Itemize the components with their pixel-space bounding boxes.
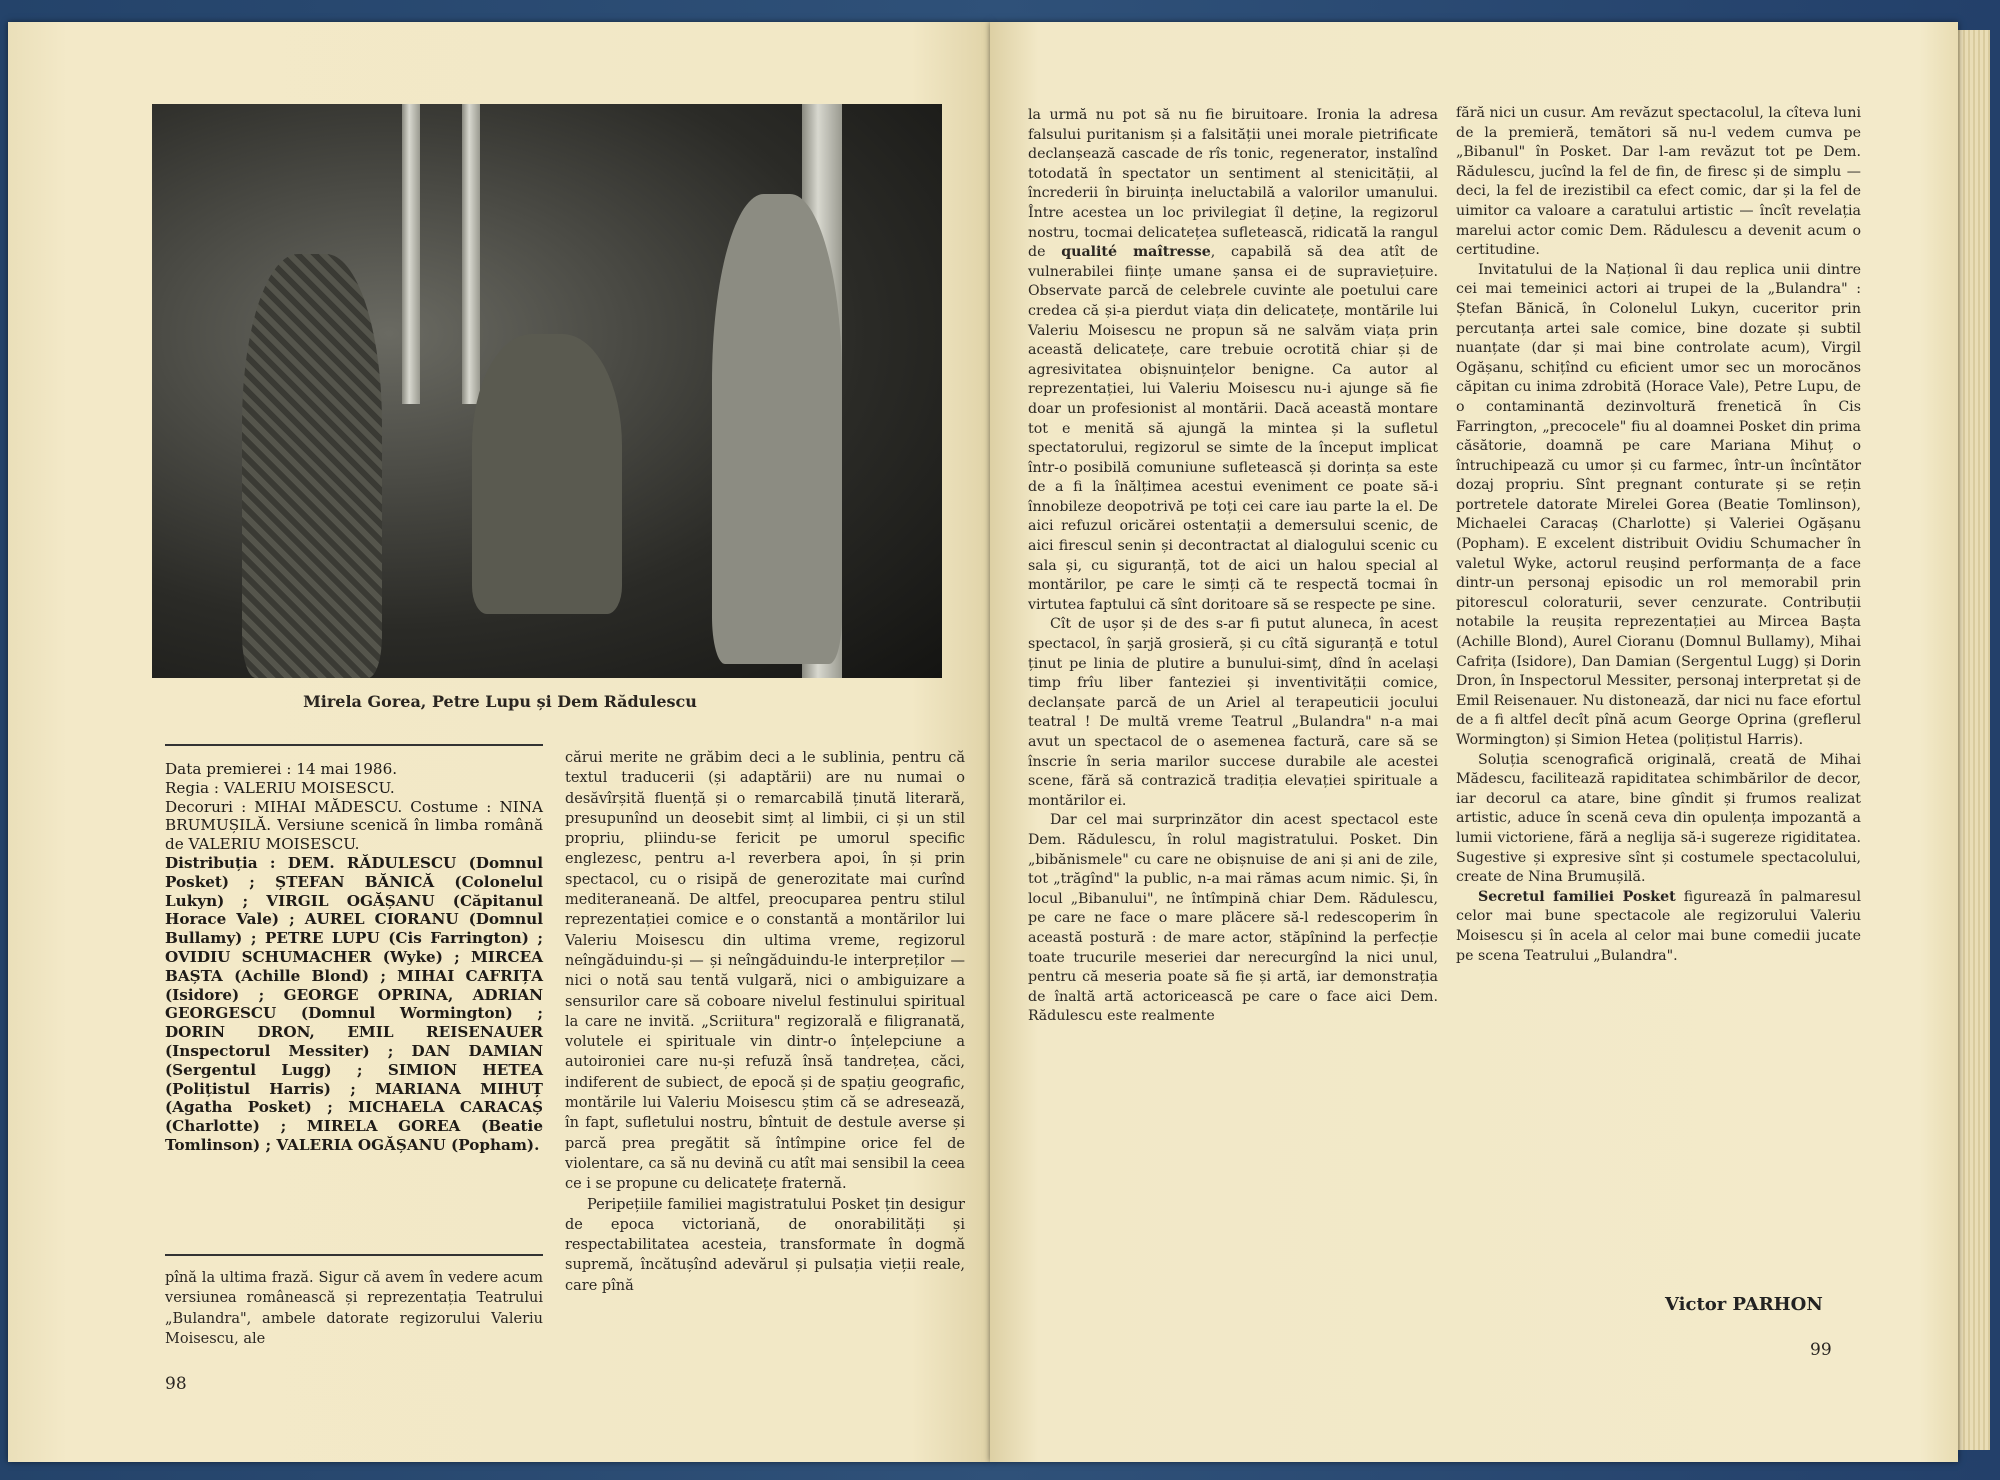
credits-block (165, 760, 543, 1155)
credit-line: Distribuția : DEM. RĂDULESCU (Domnul Posket) ; ȘTEFAN BĂNICĂ (Colonelul Lukyn) ; VIRGIL OGĂȘANU (Căpitanul Horace Vale) ; AUREL CIORANU (Domnul Bullamy) ; PETRE LUPU (Cis Farrington) ; OVIDIU SCHUMACHER (Wyke) ; MIRCEA BAȘTA (Achille Blond) ; MIHAI CAFRIȚA (Isidore) ; GEORGE OPRINA, ADRIAN GEORGESCU (Domnul Wormington) ; DORIN DRON, EMIL REISENAUER (Inspectorul Messiter) ; DAN DAMIAN (Sergentul Lugg) ; SIMION HETEA (Polițistul Harris) ; MARIANA MIHUȚ (Agatha Posket) ; MICHAELA CARACAȘ (Charlotte) ; MIRELA GOREA (Beatie Tomlinson) ; VALERIA OGĂȘANU (Popham). (165, 853, 543, 1154)
left-bottom-text (165, 1268, 543, 1349)
paragraph: cărui merite ne grăbim deci a le sublinia, pentru că textul traducerii (și adaptării) are nu numai o desăvîrșită fluență și o remarcabilă ținută literară, presupunînd un deosebit simț al limbii, ci și un stil propriu, pliindu-se fericit pe umorul specific englezesc, pentru a-l reverbera apoi, în și prin spectacol, cu o risipă de generozitate mai curînd mediteraneană. De altfel, preocuparea pentru stilul reprezentației comice e o constantă a montărilor lui Valeriu Moisescu din ultima vreme, regizorul neîngăduindu-și — și neîngăduindu-le interpreților — nici o notă sau tentă vulgară, nici o ambiguizare a sensurilor care să coboare nivelul festinului spiritual la care ne invită. „Scriitura" regizorală e filigranată, volutele ei spirituale vin dintr-o înțelepciune a autoironiei care nu-și refuză însă tandrețea, căci, indiferent de subiect, de epocă și de spațiu geografic, montările lui Valeriu Moisescu știm că se adresează, în fapt, sufletului nostru, bîntuit de destule averse și parcă prea pregătit să întîmpine orice fel de violentare, ca să nu devină cu atît mai sensibil la ceea ce i se propune cu delicatețe fraternă. (565, 750, 965, 1193)
bold-title: Secretul familiei Posket (1478, 888, 1676, 905)
bold-phrase: qualité maîtresse (1061, 244, 1211, 261)
paragraph: Invitatului de la Național îi dau replica unii dintre cei mai temeinici actori ai trupei de la „Bulandra" : Ștefan Bănică, în Colonelul Lukyn, cuceritor prin percutanța artei sale comice, bine dozate și subtil nuanțate (dar și mai bine controlate acum), Virgil Ogășanu, schițînd cu eficient umor sec un morocănos căpitan cu inima zdrobită (Horace Vale), Petre Lupu, de o contaminantă dezinvoltură frenetică în Cis Farrington, „precocele" fiu al doamnei Posket din prima căsătorie, doamnă pe care Mariana Mihuț o întruchipează cu umor și cu farmec, într-un încîntător dozaj propriu. Sînt pregnant conturate și se rețin portretele datorate Mirelei Gorea (Beatie Tomlinson), Michaelei Caracaș (Charlotte) și Valeriei Ogășanu (Popham). E excelent distribuit Ovidiu Schumacher în valetul Wyke, actorul reușind performanța de a face dintr-un personaj episodic un rol memorabil prin pitorescul coloraturii, sever cenzurate. Contribuții notabile la reușita reprezentației au Mircea Bașta (Achille Blond), Aurel Cioranu (Domnul Bullamy), Mihai Cafrița (Isidore), Dan Damian (Sergentul Lugg) și Dorin Dron, în Inspectorul Messiter, personaj interpretat și de Emil Reisenauer. Nu distonează, dar nici nu face efortul de a fi altfel decît pînă acum George Oprina (greflerul Wormington) și Simion Hetea (polițistul Harris). (1456, 261, 1861, 748)
right-column-1 (1028, 106, 1438, 1027)
credit-line: Decoruri : MIHAI MĂDESCU. Costume : NINA BRUMUȘILĂ. Versiune scenică în limba română de VALERIU MOISESCU. (165, 797, 543, 854)
left-column-2 (565, 748, 965, 1296)
left-page (8, 22, 990, 1462)
right-column-2 (1456, 104, 1861, 966)
author-signature: Victor PARHON (1665, 1294, 1823, 1315)
credit-line: Data premierei : 14 mai 1986. (165, 760, 398, 778)
paragraph: Soluția scenografică originală, creată de Mihai Mădescu, facilitează rapiditatea schimbărilor de decor, iar decorul ca atare, bine gîndit și frumos realizat artistic, aduce în scenă ceva din opulența impozantă a lumii victoriene, fără a neglija să-i sugereze rigiditatea. Sugestive și expresive sînt și costumele spectacolului, create de Nina Brumușilă. (1456, 751, 1861, 886)
stage-photo (152, 104, 942, 678)
page-number: 99 (1810, 1340, 1832, 1360)
paragraph: Secretul familiei Posket figurează în palmaresul celor mai bune spectacole ale regizorului Valeriu Moisescu și în acela al celor mai bune comedii jucate pe scena Teatrului „Bulandra". (1456, 888, 1861, 964)
paragraph: Peripețiile familiei magistratului Posket țin desigur de epoca victoriană, de onorabilități și respectabilitatea acesteia, transformate în dogmă supremă, încătușînd adevărul și pulsația vieții reale, care pînă (565, 1196, 965, 1294)
credit-line: Regia : VALERIU MOISESCU. (165, 778, 395, 797)
paragraph: fără nici un cusur. Am revăzut spectacolul, la cîteva luni de la premieră, temători să nu-l vedem cumva pe „Bibanul" în Posket. Dar l-am revăzut tot pe Dem. Rădulescu, jucînd la fel de fin, de firesc și de simplu — deci, la fel de irezistibil ca efect comic, dar și la fel de uimitor ca valoare a caratului artistic — încît revelația marelui actor comic Dem. Rădulescu a devenit acum o certitudine. (1456, 105, 1861, 259)
paragraph: Cît de ușor și de des s-ar fi putut aluneca, în acest spectacol, în șarjă grosieră, și cu cîtă siguranță e totul ținut pe linia de plutire a bunului-simț, dînd în același timp frîu liber fanteziei și inventivității comice, declanșate parcă de un Ariel al terapeuticii jocului teatral ! De multă vreme Teatrul „Bulandra" n-a mai avut un spectacol de o asemenea factură, care să se înscrie în seria marilor succese durabile ale acestei scene, fără să contrazică tradiția elevației spirituale a montărilor ei. (1028, 616, 1438, 809)
credits-box (165, 744, 543, 1256)
paragraph: la urmă nu pot să nu fie biruitoare. Ironia la adresa falsului puritanism și a falsității unei morale pietrificate declanșează cascade de rîs tonic, regenerator, instalînd totodată în spectator un sentiment al stenicității, al încrederii în biruința ineluctabilă a valorilor umanului. Între acestea un loc privilegiat îl deține, la regizorul nostru, tocmai delicatețea sufletească, ridicată la rangul de qualité maîtresse, capabilă să dea atît de vulnerabilei ființe umane șansa ei de supraviețuire. Observate parcă de celebrele cuvinte ale poetului care credea că și-a pierdut viața din delicatețe, montările lui Valeriu Moisescu ne propun să ne salvăm viața prin această delicatețe, care trebuie ocrotită chiar și de agresivitatea obișnuințelor benigne. Ca autor al reprezentației, lui Valeriu Moisescu nu-i ajunge să fie doar un profesionist al montării. Dacă această montare tot e menită să ajungă la mintea și la sufletul spectatorului, regizorul se simte de la început implicat într-o posibilă comuniune sufletească și dorința sa este de a fi la înălțimea acestui eveniment ce poate să-i înnobileze deopotrivă pe toți cei care iau parte la el. De aici refuzul oricărei ostentații a demersului scenic, de aici firescul senin și decontractat al dialogului scenic cu sala și, cu siguranță, tot de aici un halou special al montărilor, pe care le simți că te respectă tocmai în virtutea faptului că sînt doritoare să se respecte pe sine. (1028, 107, 1438, 613)
paragraph: Dar cel mai surprinzător din acest spectacol este Dem. Rădulescu, în rolul magistratului. Posket. Din „bibănismele" cu care ne obișnuise de ani și ani de zile, tot „trăgînd" la public, n-a mai rămas acum nimic. Și, în locul „Bibanului", ne întîmpină chiar Dem. Rădulescu, pe care ne face o mare plăcere să-l redescoperim în această postură : de mare actor, stăpînind la perfecție toate trucurile meseriei dar nerecurgînd la nici unul, pentru că meseria poate să fie și artă, iar demonstrația de înaltă artă actoricească pe care o face aici Dem. Rădulescu este realmente (1028, 812, 1438, 1025)
page-number: 98 (165, 1374, 187, 1394)
paragraph: pînă la ultima frază. Sigur că avem în vedere acum versiunea românească și reprezentația Teatrului „Bulandra", ambele datorate regizorului Valeriu Moisescu, ale (165, 1270, 543, 1347)
photo-caption: Mirela Gorea, Petre Lupu și Dem Rădulescu (303, 692, 697, 711)
right-page (990, 22, 1958, 1462)
